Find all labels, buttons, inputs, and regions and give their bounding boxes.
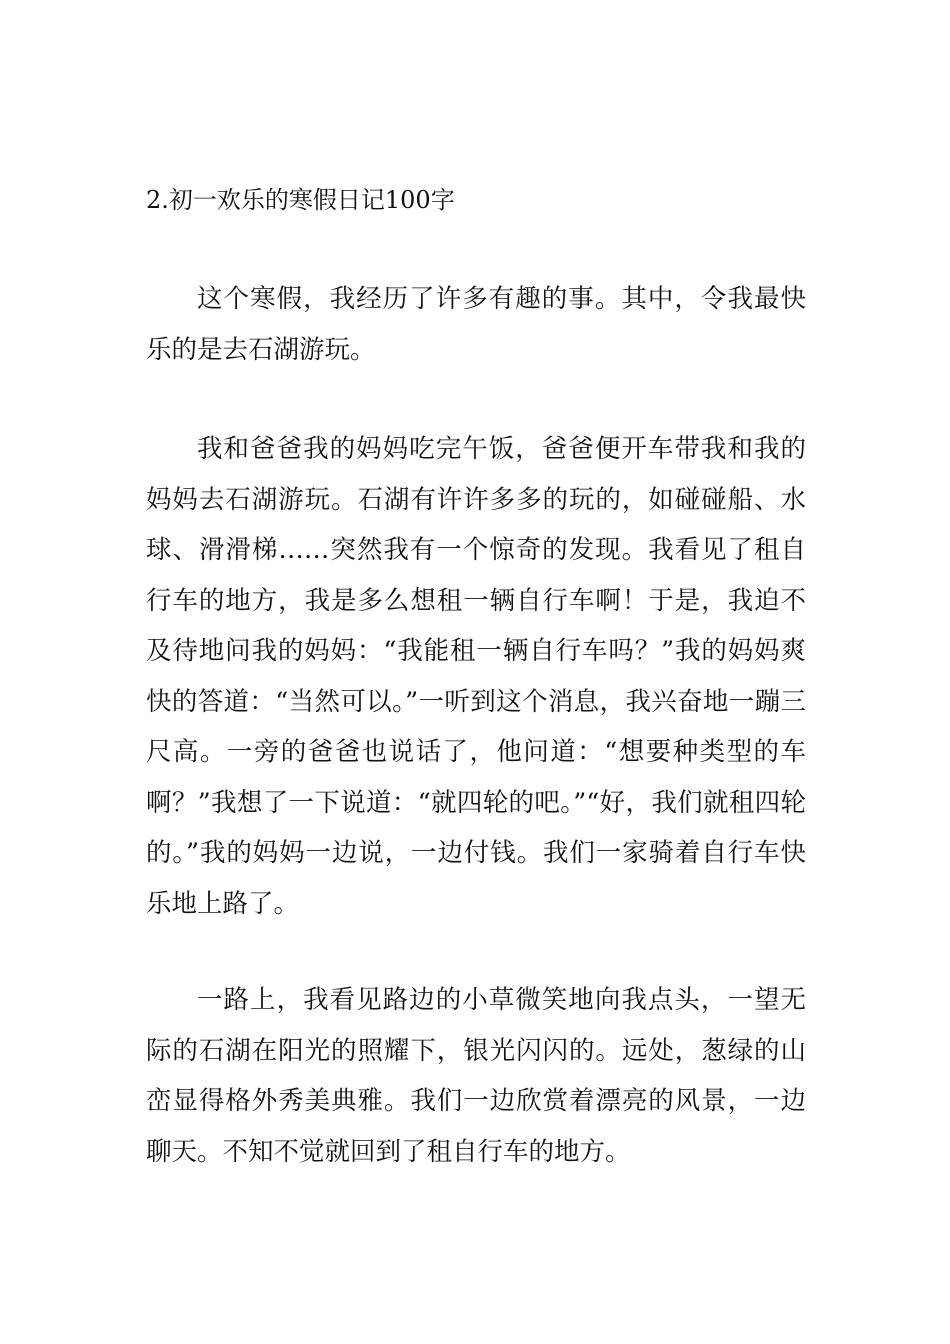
paragraph-3: 一路上，我看见路边的小草微笑地向我点头，一望无际的石湖在阳光的照耀下，银光闪闪的。远处，葱绿的山峦显得格外秀美典雅。我们一边欣赏着漂亮的风景，一边聊天。不知不觉就回到了租自行车的地方。 <box>146 985 806 1167</box>
paragraph-1: 这个寒假，我经历了许多有趣的事。其中，令我最快乐的是去石湖游玩。 <box>146 284 806 365</box>
paragraph-2: 我和爸爸我的妈妈吃完午饭，爸爸便开车带我和我的妈妈去石湖游玩。石湖有许许多多的玩的，如碰碰船、水球、滑滑梯……突然我有一个惊奇的发现。我看见了租自行车的地方，我是多么想租一辆自行车啊！于是，我迫不及待地问我的妈妈：“我能租一辆自行车吗？”我的妈妈爽快的答道：“当然可以。”一听到这个消息，我兴奋地一蹦三尺高。一旁的爸爸也说话了，他问道：“想要种类型的车啊？”我想了一下说道：“就四轮的吧。”“好，我们就租四轮的。”我的妈妈一边说，一边付钱。我们一家骑着自行车快乐地上路了。 <box>146 434 806 919</box>
document-title: 2.初一欢乐的寒假日记100字 <box>146 186 455 214</box>
